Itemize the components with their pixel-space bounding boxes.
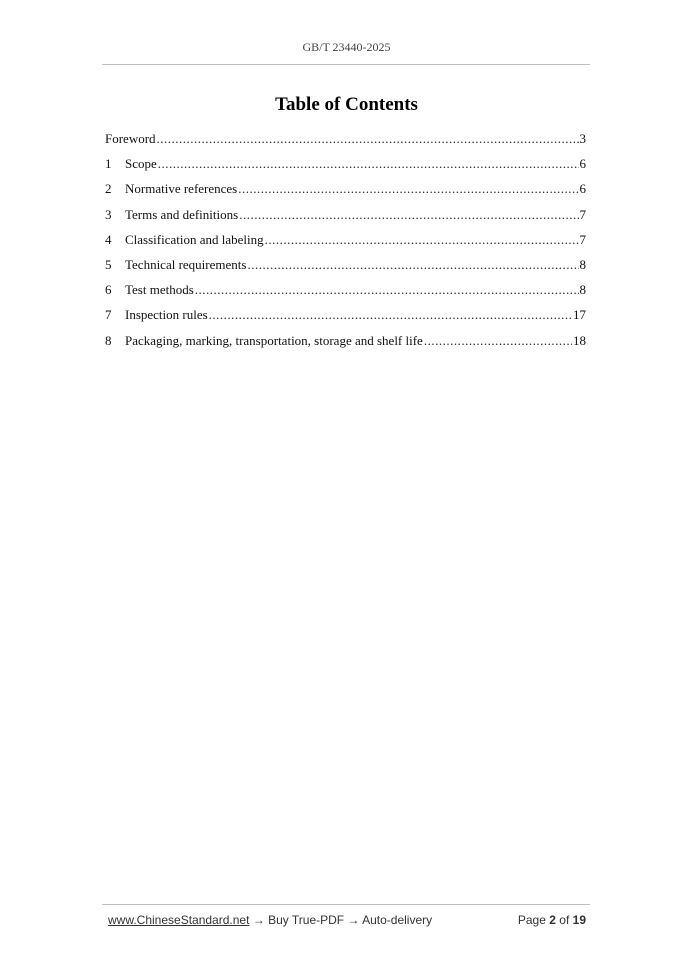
toc-entry-classification-and-labeling[interactable] bbox=[105, 231, 586, 256]
toc-entry-label: Terms and definitions bbox=[125, 206, 239, 222]
toc-dot-leader bbox=[195, 281, 579, 299]
toc-dot-leader bbox=[238, 180, 578, 198]
toc-entry-label: Foreword bbox=[105, 131, 156, 146]
toc-entry-number: 3 bbox=[105, 206, 112, 222]
toc-entry-page: 17 bbox=[573, 307, 586, 323]
toc-entry-page: 7 bbox=[579, 206, 586, 222]
toc-entry-label: Normative references bbox=[125, 181, 238, 197]
toc-entry-test-methods[interactable] bbox=[105, 281, 586, 306]
toc-entry-page: 6 bbox=[579, 181, 586, 197]
toc-entry-scope[interactable] bbox=[105, 155, 586, 180]
toc-entry-page: 7 bbox=[579, 231, 586, 247]
toc-entry-label: Technical requirements bbox=[125, 256, 247, 272]
toc-entry-label: Scope bbox=[125, 156, 157, 172]
toc-entry-page: 6 bbox=[579, 156, 586, 172]
toc-entry-terms-and-definitions[interactable] bbox=[105, 206, 586, 231]
toc-entry-inspection-rules[interactable] bbox=[105, 306, 586, 331]
toc-entry-number: 7 bbox=[105, 307, 112, 323]
toc-entry-technical-requirements[interactable] bbox=[105, 256, 586, 281]
toc-entry-normative-references[interactable] bbox=[105, 180, 586, 205]
toc-entry-number: 1 bbox=[105, 156, 112, 172]
toc-dot-leader bbox=[247, 256, 578, 274]
footer-divider bbox=[102, 904, 590, 905]
toc-entry-page: 8 bbox=[579, 282, 586, 298]
toc-entry-page: 18 bbox=[573, 332, 586, 348]
toc-dot-leader bbox=[158, 155, 579, 173]
toc-entry-label: Classification and labeling bbox=[125, 231, 264, 247]
toc-entry-number: 2 bbox=[105, 181, 112, 197]
page-header: GB/T 23440-2025 bbox=[302, 40, 391, 54]
toc-dot-leader bbox=[265, 231, 579, 249]
toc-entry-number: 5 bbox=[105, 256, 112, 272]
page-total: 19 bbox=[572, 913, 586, 927]
toc-entry-foreword[interactable] bbox=[105, 130, 586, 155]
toc-dot-leader bbox=[157, 130, 579, 148]
toc-entry-page: 8 bbox=[579, 256, 586, 272]
toc-list bbox=[105, 130, 586, 357]
toc-title: Table of Contents bbox=[275, 94, 418, 115]
toc-entry-number: 8 bbox=[105, 332, 112, 348]
page-footer bbox=[108, 913, 586, 927]
toc-entry-number: 6 bbox=[105, 282, 112, 298]
toc-dot-leader bbox=[239, 206, 578, 224]
toc-entry-number: 4 bbox=[105, 231, 112, 247]
toc-entry-packaging-marking[interactable] bbox=[105, 332, 586, 357]
toc-entry-label: Test methods bbox=[125, 282, 194, 298]
footer-purchase-line bbox=[108, 913, 432, 927]
toc-entry-page: 3 bbox=[579, 131, 586, 146]
footer-purchase-steps: → Buy True-PDF → Auto-delivery bbox=[249, 913, 433, 927]
header-divider bbox=[102, 64, 590, 65]
toc-dot-leader bbox=[209, 306, 572, 324]
site-link[interactable]: www.ChineseStandard.net bbox=[108, 913, 250, 927]
toc-entry-label: Packaging, marking, transportation, storage and shelf life bbox=[125, 332, 423, 348]
toc-dot-leader bbox=[424, 332, 572, 350]
page-current: 2 bbox=[549, 913, 556, 927]
page-word: Page bbox=[517, 913, 546, 927]
toc-entry-label: Inspection rules bbox=[125, 307, 208, 323]
page-of: of bbox=[559, 913, 570, 927]
page-indicator bbox=[518, 913, 586, 927]
